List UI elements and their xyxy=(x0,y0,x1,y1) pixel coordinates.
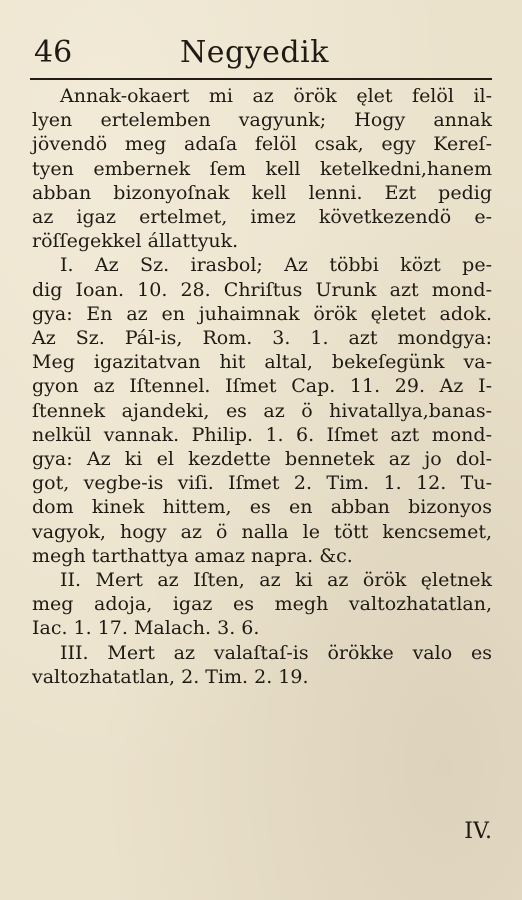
text-line: III. Mert az valaſtaſ-is örökke valo es xyxy=(60,641,492,664)
text-line: Az Sz. Pál-is, Rom. 3. 1. azt mondgya: xyxy=(32,327,492,350)
header-rule xyxy=(30,78,492,80)
body-text xyxy=(32,84,492,689)
text-line: Iac. 1. 17. Malach. 3. 6. xyxy=(32,617,260,640)
catchword: IV. xyxy=(464,819,492,844)
page-number: 46 xyxy=(34,35,73,70)
running-head: Negyedik xyxy=(180,35,329,70)
text-line: megh tarthattya amaz napra. &c. xyxy=(32,544,353,567)
text-line: Annak-okaert mi az örök ęlet felöl il- xyxy=(60,85,492,107)
text-line: abban bizonyoſnak kell lenni. Ezt pedig xyxy=(32,181,492,204)
text-line: meg adoja, igaz es megh valtozhatatlan, xyxy=(32,593,492,616)
text-line: II. Mert az Iſten, az ki az örök ęletnek xyxy=(60,569,492,592)
text-line: dig Ioan. 10. 28. Chriſtus Urunk azt mond- xyxy=(32,278,492,301)
text-line: nelkül vannak. Philip. 1. 6. Iſmet azt mond- xyxy=(32,423,492,446)
text-line: az igaz ertelmet, imez következendö e- xyxy=(32,206,492,229)
text-line: dom kinek hittem, es en abban bizonyos xyxy=(32,496,492,519)
text-line: tyen embernek ſem kell ketelkedni,hanem xyxy=(32,157,492,180)
text-line: gyon az Iſtennel. Iſmet Cap. 11. 29. Az I- xyxy=(32,375,492,398)
text-line: gya: Az ki el kezdette bennetek az jo dol- xyxy=(32,448,492,471)
page-header xyxy=(30,30,492,76)
text-line: I. Az Sz. irasbol; Az többi közt pe- xyxy=(60,254,492,277)
text-line: röſſegekkel állattyuk. xyxy=(32,230,239,253)
text-line: ſtennek ajandeki, es az ö hivatallya,banas- xyxy=(32,399,492,422)
text-line: Meg igazitatvan hit altal, bekeſegünk va- xyxy=(32,351,492,374)
text-line: gya: En az en juhaimnak örök ęletet adok. xyxy=(32,302,492,325)
text-line: jövendö meg adaſa felöl csak, egy Kereſ- xyxy=(32,133,492,156)
text-line: vagyok, hogy az ö nalla le tött kencsemet, xyxy=(32,520,492,543)
text-line: lyen ertelemben vagyunk; Hogy annak xyxy=(32,109,492,132)
text-line: got, vegbe-is viſi. Iſmet 2. Tim. 1. 12. Tu- xyxy=(32,472,492,495)
text-line: valtozhatatlan, 2. Tim. 2. 19. xyxy=(32,665,309,688)
